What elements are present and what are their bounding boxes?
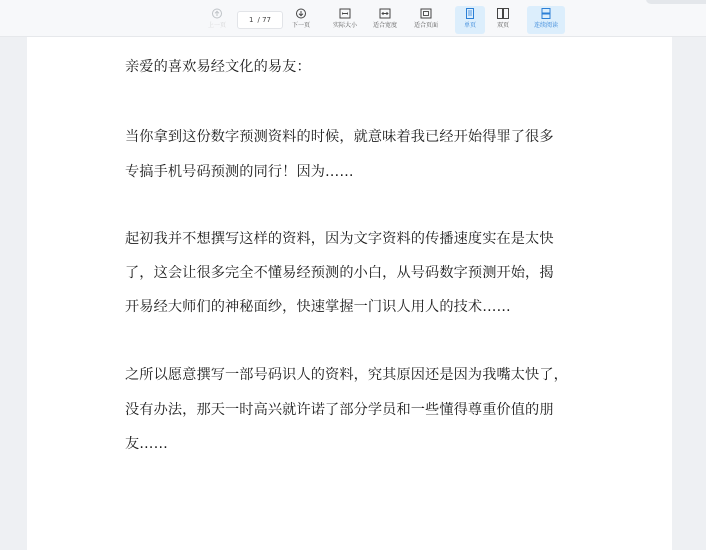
text-line: 起初我并不想撰写这样的资料，因为文字资料的传播速度实在是太快 xyxy=(125,231,554,247)
actual-size-label: 实际大小 xyxy=(332,22,357,29)
continuous-reading-label: 连续阅读 xyxy=(533,22,558,29)
text-line: 之所以愿意撰写一部号码识人的资料，究其原因还是因为我嘴太快了， xyxy=(125,367,568,383)
corner-tab[interactable] xyxy=(646,0,706,4)
double-page-label: 双页 xyxy=(496,22,509,29)
single-page-button[interactable] xyxy=(455,6,485,34)
next-page-label: 下一页 xyxy=(291,22,310,29)
prev-page-button[interactable] xyxy=(197,6,237,34)
single-page-label: 单页 xyxy=(463,22,476,29)
fit-width-icon xyxy=(378,8,392,19)
fit-page-button[interactable] xyxy=(406,6,446,34)
arrow-up-circle-icon xyxy=(210,8,224,19)
text-line: 友…… xyxy=(125,436,168,452)
text-line-greeting: 亲爱的喜欢易经文化的易友： xyxy=(125,59,311,75)
single-page-icon xyxy=(463,8,477,19)
current-page: 1 xyxy=(249,16,254,24)
double-page-icon xyxy=(496,8,510,19)
actual-size-icon xyxy=(338,8,352,19)
toolbar xyxy=(0,0,706,37)
page-number-field[interactable] xyxy=(237,11,283,29)
text-line: 当你拿到这份数字预测资料的时候，就意味着我已经开始得罪了很多 xyxy=(125,129,554,145)
double-page-button[interactable] xyxy=(488,6,518,34)
continuous-scroll-icon xyxy=(539,8,553,19)
fit-page-icon xyxy=(419,8,433,19)
continuous-reading-button[interactable] xyxy=(527,6,565,34)
prev-page-label: 上一页 xyxy=(207,22,226,29)
arrow-down-circle-icon xyxy=(294,8,308,19)
next-page-button[interactable] xyxy=(281,6,321,34)
total-pages: / 77 xyxy=(257,16,271,24)
text-line: 专搞手机号码预测的同行！因为…… xyxy=(125,164,354,180)
actual-size-button[interactable] xyxy=(325,6,365,34)
fit-width-label: 适合宽度 xyxy=(372,22,397,29)
text-line: 了，这会让很多完全不懂易经预测的小白，从号码数字预测开始，揭 xyxy=(125,265,554,281)
fit-page-label: 适合页面 xyxy=(413,22,438,29)
fit-width-button[interactable] xyxy=(365,6,405,34)
text-line: 开易经大师们的神秘面纱，快速掌握一门识人用人的技术…… xyxy=(125,299,511,315)
text-line: 没有办法，那天一时高兴就许诺了部分学员和一些懂得尊重价值的朋 xyxy=(125,402,554,418)
document-page xyxy=(27,36,672,550)
